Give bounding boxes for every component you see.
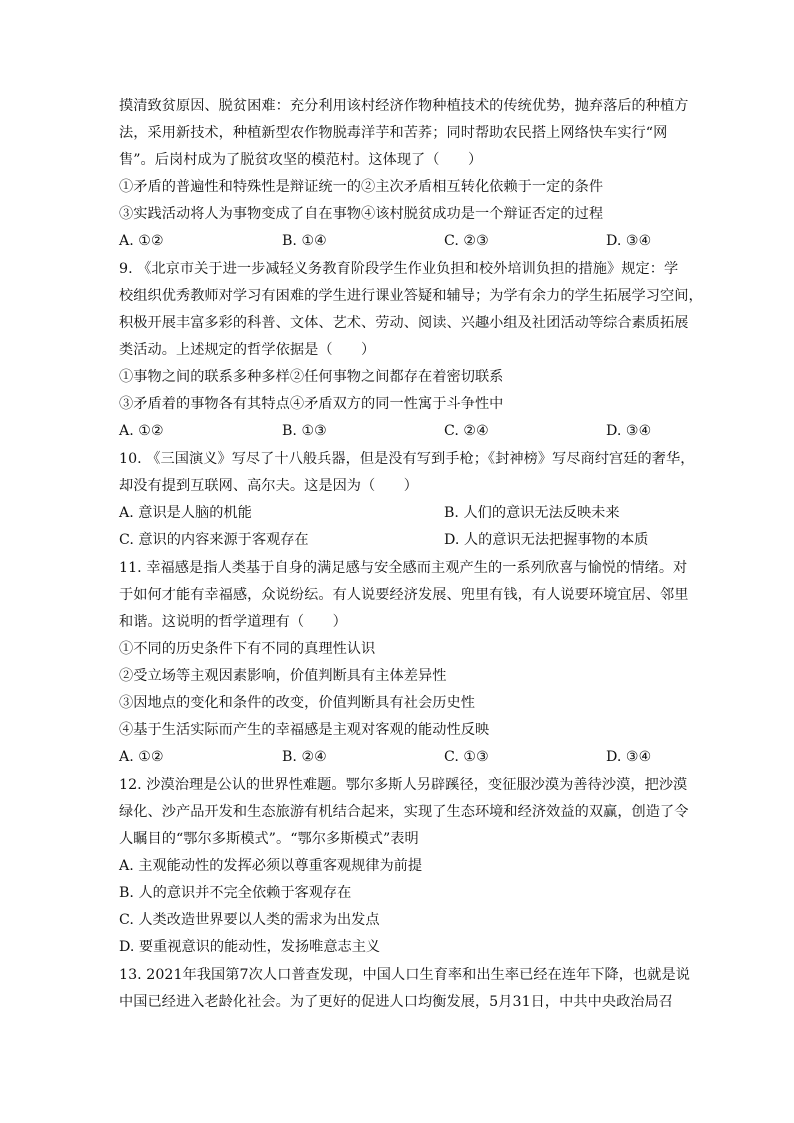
q11-option-a[interactable]: A. ①② bbox=[119, 749, 164, 765]
q11-statement-4: ④基于生活实际而产生的幸福感是主观对客观的能动性反映 bbox=[119, 722, 490, 738]
q9-option-b[interactable]: B. ①③ bbox=[282, 423, 327, 439]
q10-option-d[interactable]: D. 人的意识无法把握事物的本质 bbox=[444, 532, 649, 548]
q9-option-a[interactable]: A. ①② bbox=[119, 423, 164, 439]
q10-option-c[interactable]: C. 意识的内容来源于客观存在 bbox=[119, 532, 309, 548]
q11-text-line-2: 于如何才能有幸福感，众说纷纭。有人说要经济发展、兜里有钱，有人说要环境宜居、邻里 bbox=[119, 587, 689, 603]
q8-option-c[interactable]: C. ②③ bbox=[444, 233, 489, 249]
q8-statement-1: ①矛盾的普遍性和特殊性是辩证统一的②主次矛盾相互转化依赖于一定的条件 bbox=[119, 179, 604, 195]
q10-text-line-2: 却没有提到互联网、高尔夫。这是因为（ ） bbox=[119, 478, 418, 494]
q9-text-line-1: 9. 《北京市关于进一步减轻义务教育阶段学生作业负担和校外培训负担的措施》规定：学 bbox=[119, 261, 679, 277]
q8-option-b[interactable]: B. ①④ bbox=[282, 233, 327, 249]
q11-statement-3: ③因地点的变化和条件的改变，价值判断具有社会历史性 bbox=[119, 695, 475, 711]
q11-statement-2: ②受立场等主观因素影响，价值判断具有主体差异性 bbox=[119, 668, 447, 684]
q12-option-a[interactable]: A. 主观能动性的发挥必须以尊重客观规律为前提 bbox=[119, 858, 423, 874]
q8-text-line-1: 摸清致贫原因、脱贫困难：充分利用该村经济作物种植技术的传统优势，抛弃落后的种植方 bbox=[119, 98, 689, 114]
q10-option-b[interactable]: B. 人们的意识无法反映未来 bbox=[444, 505, 620, 521]
q9-text-line-3: 积极开展丰富多彩的科普、文体、艺术、劳动、阅读、兴趣小组及社团活动等综合素质拓展 bbox=[119, 315, 689, 331]
q12-option-c[interactable]: C. 人类改造世界要以人类的需求为出发点 bbox=[119, 912, 380, 928]
q11-text-line-1: 11. 幸福感是指人类基于自身的满足感与安全感而主观产生的一系列欣喜与愉悦的情绪。对 bbox=[119, 560, 688, 576]
q10-option-a[interactable]: A. 意识是人脑的机能 bbox=[119, 505, 252, 521]
q9-text-line-2: 校组织优秀教师对学习有困难的学生进行课业答疑和辅导；为学有余力的学生拓展学习空间， bbox=[119, 288, 703, 304]
q10-text-line-1: 10. 《三国演义》写尽了十八般兵器，但是没有写到手枪；《封神榜》写尽商纣宫廷的奢华， bbox=[119, 451, 695, 467]
q9-text-line-4: 类活动。上述规定的哲学依据是（ ） bbox=[119, 342, 376, 358]
q12-text-line-3: 人瞩目的“鄂尔多斯模式”。“鄂尔多斯模式”表明 bbox=[119, 831, 419, 847]
q13-text-line-2: 中国已经进入老龄化社会。为了更好的促进人口均衡发展，5月31日，中共中央政治局召 bbox=[119, 994, 674, 1010]
q13-text-line-1: 13. 2021年我国第7次人口普查发现，中国人口生育率和出生率已经在连年下降，也就是说 bbox=[119, 967, 690, 983]
q12-option-b[interactable]: B. 人的意识并不完全依赖于客观存在 bbox=[119, 885, 352, 901]
q9-statement-1: ①事物之间的联系多种多样②任何事物之间都存在着密切联系 bbox=[119, 369, 504, 385]
q11-option-b[interactable]: B. ②④ bbox=[282, 749, 327, 765]
q11-option-d[interactable]: D. ③④ bbox=[606, 749, 652, 765]
q11-option-c[interactable]: C. ①③ bbox=[444, 749, 489, 765]
q8-text-line-3: 售”。后岗村成为了脱贫攻坚的模范村。这体现了（ ） bbox=[119, 152, 483, 168]
q11-statement-1: ①不同的历史条件下有不同的真理性认识 bbox=[119, 641, 376, 657]
q12-text-line-1: 12. 沙漠治理是公认的世界性难题。鄂尔多斯人另辟蹊径，变征服沙漠为善待沙漠，把沙漠 bbox=[119, 777, 688, 793]
q9-option-c[interactable]: C. ②④ bbox=[444, 423, 489, 439]
q12-text-line-2: 绿化、沙产品开发和生态旅游有机结合起来，实现了生态环境和经济效益的双赢，创造了令 bbox=[119, 804, 689, 820]
q8-text-line-2: 法，采用新技术，种植新型农作物脱毒洋芋和苦荞；同时帮助农民搭上网络快车实行“网 bbox=[119, 125, 668, 141]
q12-option-d[interactable]: D. 要重视意识的能动性，发扬唯意志主义 bbox=[119, 939, 381, 955]
q8-option-a[interactable]: A. ①② bbox=[119, 233, 164, 249]
q9-statement-2: ③矛盾着的事物各有其特点④矛盾双方的同一性寓于斗争性中 bbox=[119, 396, 504, 412]
q8-option-d[interactable]: D. ③④ bbox=[606, 233, 652, 249]
q9-option-d[interactable]: D. ③④ bbox=[606, 423, 652, 439]
q8-statement-2: ③实践活动将人为事物变成了自在事物④该村脱贫成功是一个辩证否定的过程 bbox=[119, 206, 604, 222]
q11-text-line-3: 和谐。这说明的哲学道理有（ ） bbox=[119, 614, 347, 630]
